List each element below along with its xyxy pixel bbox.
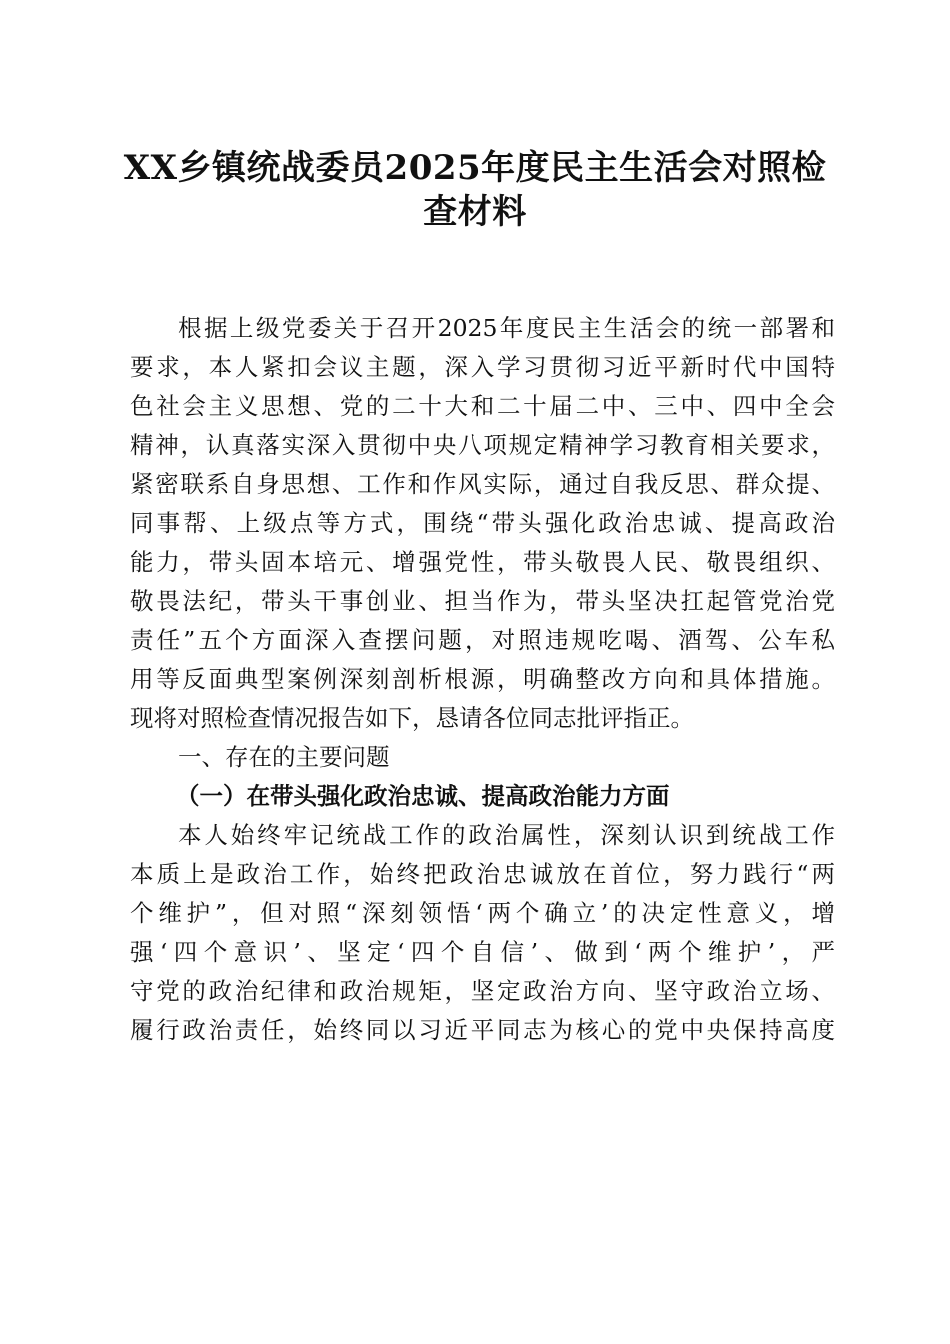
intro-line: 用等反面典型案例深刻剖析根源，明确整改方向和具体措施。 [130,665,835,693]
subsection-heading: （一）在带头强化政治忠诚、提高政治能力方面 [176,782,670,810]
intro-line: 同事帮、上级点等方式，围绕“带头强化政治忠诚、提高政治 [130,509,835,537]
body-line: 本人始终牢记统战工作的政治属性，深刻认识到统战工作 [178,821,835,849]
intro-line: 要求，本人紧扣会议主题，深入学习贯彻习近平新时代中国特 [130,353,835,381]
section-heading: 一、存在的主要问题 [178,743,390,771]
body-line: 本质上是政治工作，始终把政治忠诚放在首位，努力践行“两 [130,860,835,888]
document-title-line-1: XX乡镇统战委员2025年度民主生活会对照检 [123,148,827,188]
intro-line: 色社会主义思想、党的二十大和二十届二中、三中、四中全会 [130,392,835,420]
intro-line: 现将对照检查情况报告如下，恳请各位同志批评指正。 [130,704,694,732]
intro-line: 责任”五个方面深入查摆问题，对照违规吃喝、酒驾、公车私 [130,626,835,654]
intro-line: 紧密联系自身思想、工作和作风实际，通过自我反思、群众提、 [130,470,835,498]
intro-line: 敬畏法纪，带头干事创业、担当作为，带头坚决扛起管党治党 [130,587,835,615]
intro-line: 根据上级党委关于召开2025年度民主生活会的统一部署和 [178,314,835,342]
body-line: 履行政治责任，始终同以习近平同志为核心的党中央保持高度 [130,1016,835,1044]
intro-line: 能力，带头固本培元、增强党性，带头敬畏人民、敬畏组织、 [130,548,835,576]
body-line: 强‘四个意识’、坚定‘四个自信’、做到‘两个维护’，严 [130,938,835,966]
intro-line: 精神，认真落实深入贯彻中央八项规定精神学习教育相关要求， [130,431,835,459]
body-line: 个维护”，但对照“深刻领悟‘两个确立’的决定性意义，增 [130,899,835,927]
document-title-line-2: 查材料 [423,192,527,232]
body-line: 守党的政治纪律和政治规矩，坚定政治方向、坚守政治立场、 [130,977,835,1005]
